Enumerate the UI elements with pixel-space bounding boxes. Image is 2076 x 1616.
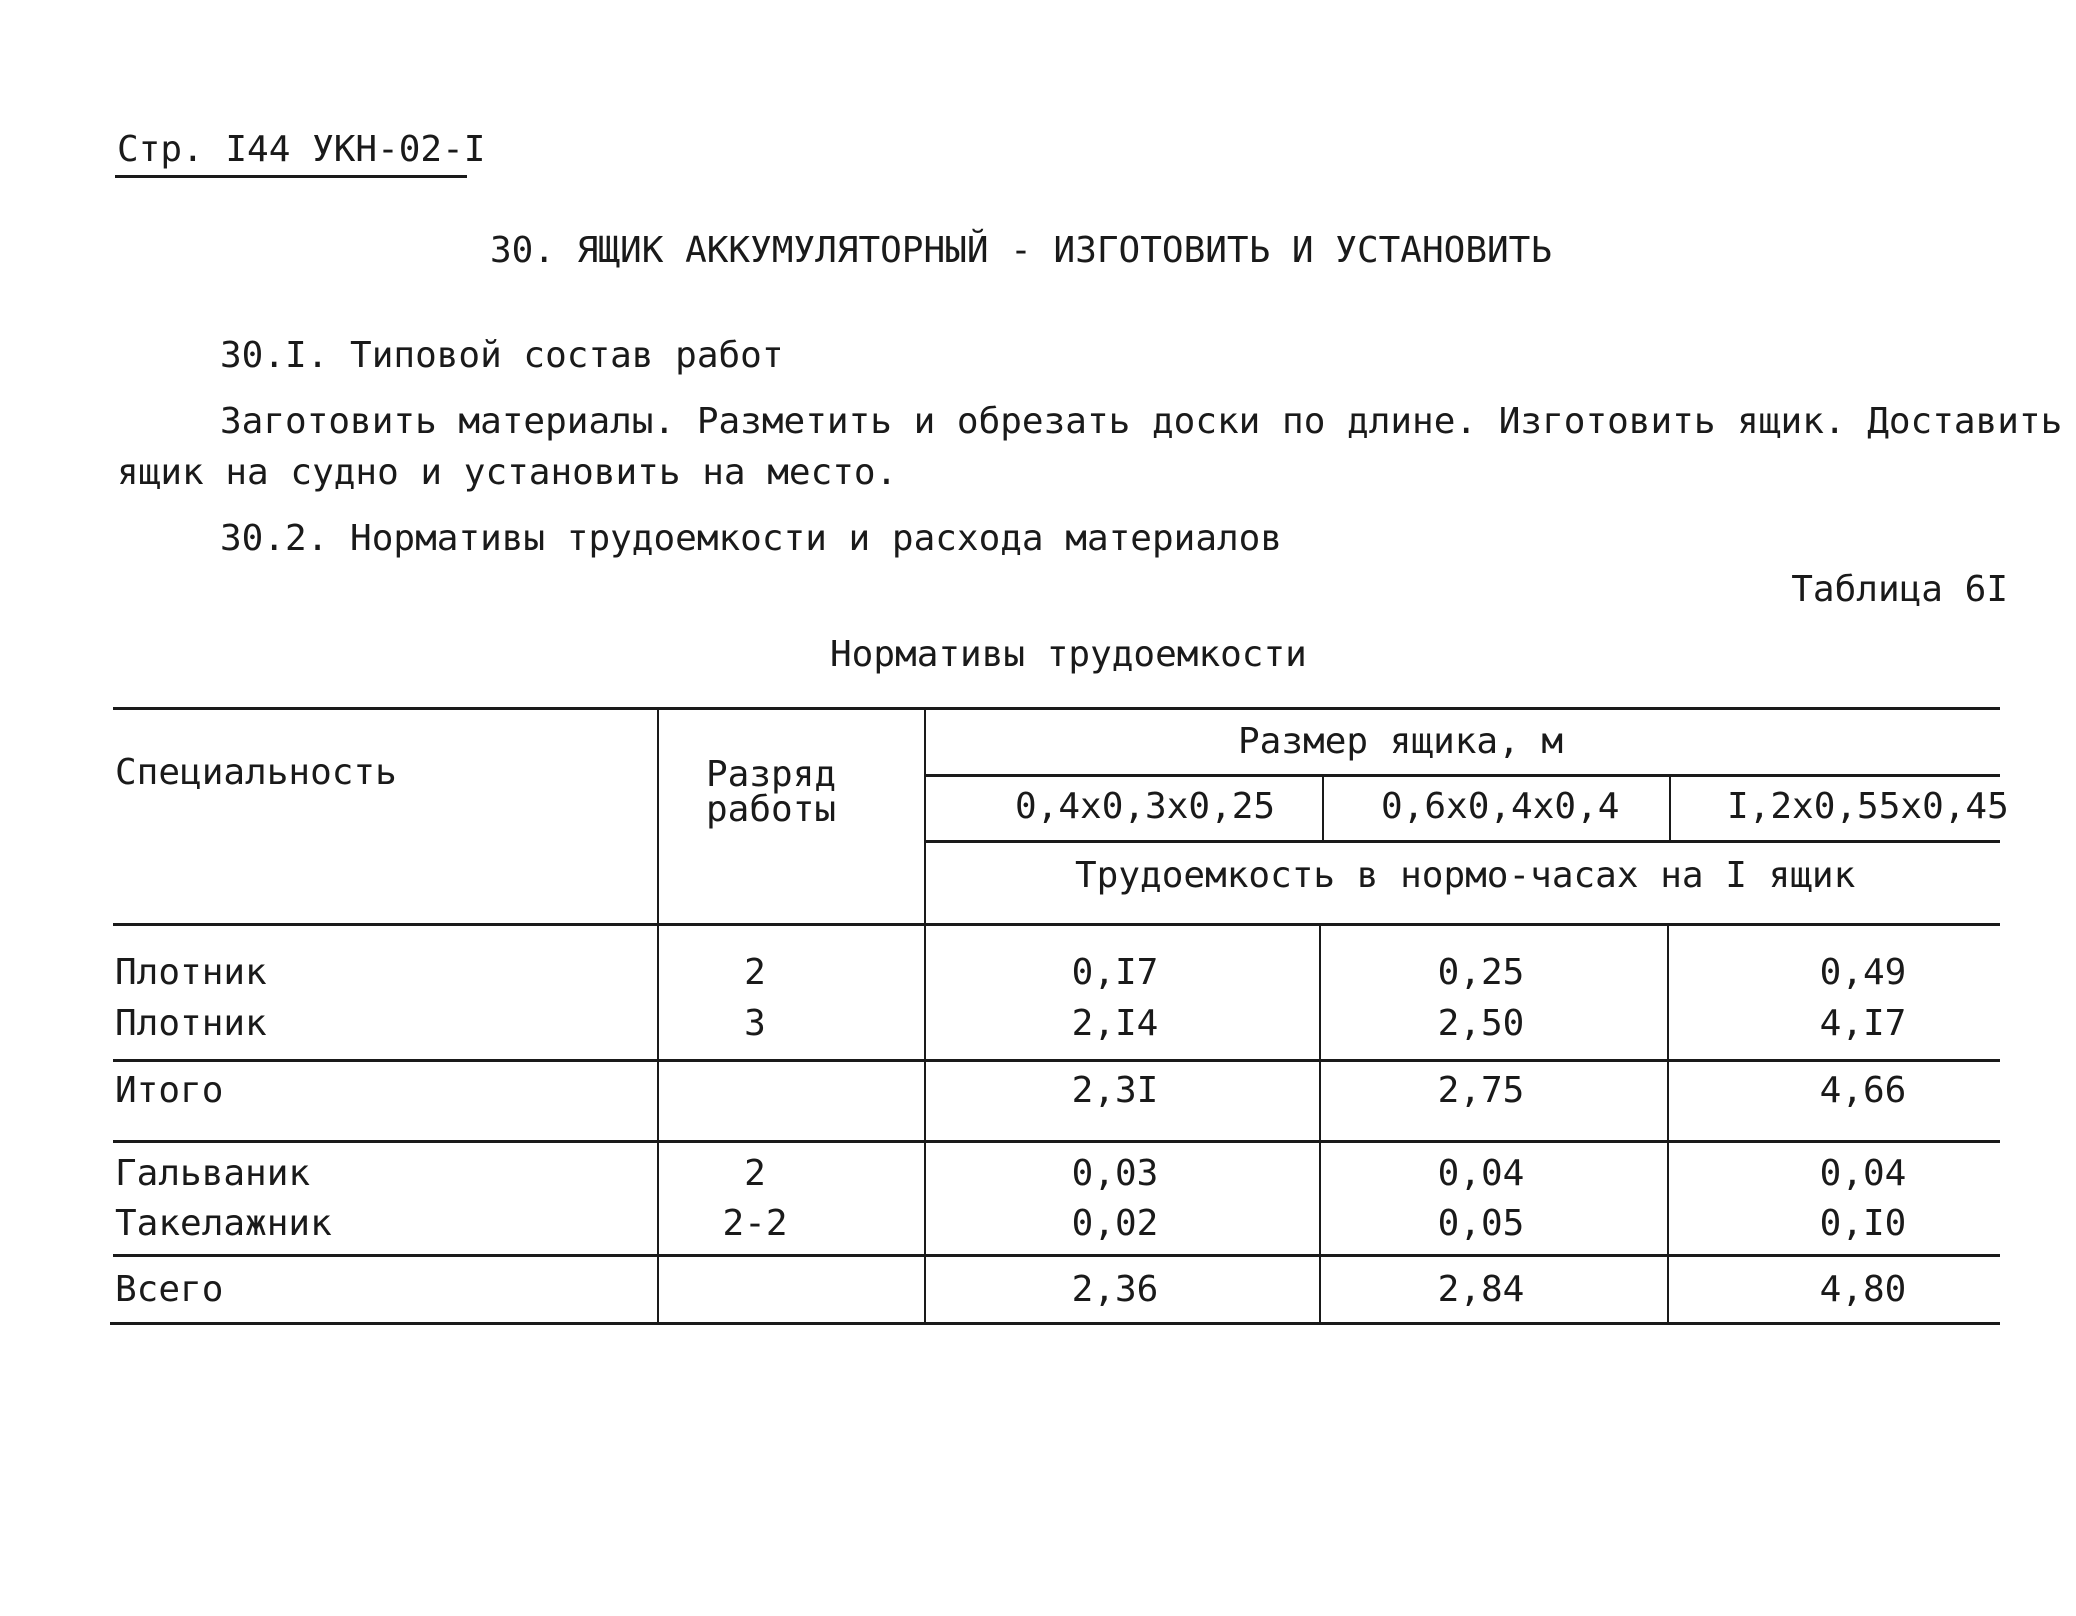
table-rule-subtotal-top xyxy=(113,1059,2000,1062)
row-1-value-3: 0,49 xyxy=(1819,952,1907,993)
body-text-line-1: Заготовить материалы. Разметить и обрезать доски по длине. Изготовить ящик. Доставить xyxy=(220,401,2063,442)
row-total-value-2: 2,84 xyxy=(1437,1269,1525,1310)
row-1-value-1: 0,I7 xyxy=(1071,952,1159,993)
table-col-divider-2 xyxy=(924,707,926,1324)
table-col-divider-1 xyxy=(657,707,659,1324)
body-text-line-2: ящик на судно и установить на место. xyxy=(117,452,898,493)
row-5-value-3: 0,I0 xyxy=(1819,1203,1907,1244)
table-col-divider-3-body xyxy=(1319,923,1321,1324)
row-4-value-3: 0,04 xyxy=(1819,1153,1907,1194)
row-2-grade: 3 xyxy=(744,1003,766,1044)
table-rule-total-top xyxy=(113,1254,2000,1257)
row-1-specialty: Плотник xyxy=(115,952,267,993)
row-2-value-3: 4,I7 xyxy=(1819,1003,1907,1044)
section-title: 30. ЯЩИК АККУМУЛЯТОРНЫЙ - ИЗГОТОВИТЬ И УСТАНОВИТЬ xyxy=(490,230,1553,271)
table-rule-bottom xyxy=(110,1322,2000,1325)
row-5-value-2: 0,05 xyxy=(1437,1203,1525,1244)
row-5-specialty: Такелажник xyxy=(115,1203,332,1244)
row-4-grade: 2 xyxy=(744,1153,766,1194)
row-total-value-1: 2,36 xyxy=(1071,1269,1159,1310)
header-size-2: 0,6x0,4x0,4 xyxy=(1381,786,1620,827)
row-total-value-3: 4,80 xyxy=(1819,1269,1907,1310)
row-2-value-2: 2,50 xyxy=(1437,1003,1525,1044)
row-4-value-2: 0,04 xyxy=(1437,1153,1525,1194)
row-subtotal-value-1: 2,3I xyxy=(1071,1070,1159,1111)
header-grade-line-1: Разряд xyxy=(706,754,837,795)
table-rule-subtotal-bottom xyxy=(113,1140,2000,1143)
table-col-divider-4-body xyxy=(1667,923,1669,1324)
subsection-title-norms: 30.2. Нормативы трудоемкости и расхода материалов xyxy=(220,518,1283,559)
row-subtotal-value-2: 2,75 xyxy=(1437,1070,1525,1111)
header-size-1: 0,4x0,3x0,25 xyxy=(1015,786,1276,827)
table-col-divider-4 xyxy=(1669,774,1671,842)
header-size-3: I,2x0,55x0,45 xyxy=(1727,786,2009,827)
row-4-specialty: Гальваник xyxy=(115,1153,311,1194)
table-rule-size-values xyxy=(926,840,2000,843)
page-code: Стр. I44 УКН-02-I xyxy=(117,129,486,170)
table-rule-size-group xyxy=(926,774,2000,777)
header-size-group: Размер ящика, м xyxy=(1238,721,1564,762)
table-rule-top xyxy=(113,707,2000,710)
table-rule-head-bottom xyxy=(113,923,2000,926)
row-5-value-1: 0,02 xyxy=(1071,1203,1159,1244)
table-col-divider-3 xyxy=(1322,774,1324,842)
header-grade-line-2: работы xyxy=(706,789,837,830)
row-4-value-1: 0,03 xyxy=(1071,1153,1159,1194)
row-1-grade: 2 xyxy=(744,952,766,993)
subsection-title-composition: 30.I. Типовой состав работ xyxy=(220,335,784,376)
row-2-value-1: 2,I4 xyxy=(1071,1003,1159,1044)
row-1-value-2: 0,25 xyxy=(1437,952,1525,993)
row-5-grade: 2-2 xyxy=(722,1203,788,1244)
header-unit: Трудоемкость в нормо-часах на I ящик xyxy=(1075,855,1856,896)
row-subtotal-value-3: 4,66 xyxy=(1819,1070,1907,1111)
table-caption: Нормативы трудоемкости xyxy=(830,634,1307,675)
row-2-specialty: Плотник xyxy=(115,1003,267,1044)
row-subtotal-label: Итого xyxy=(115,1070,224,1111)
table-number: Таблица 6I xyxy=(1791,569,2008,610)
row-total-label: Всего xyxy=(115,1269,224,1310)
header-underline xyxy=(115,175,467,178)
header-specialty: Специальность xyxy=(115,752,397,793)
